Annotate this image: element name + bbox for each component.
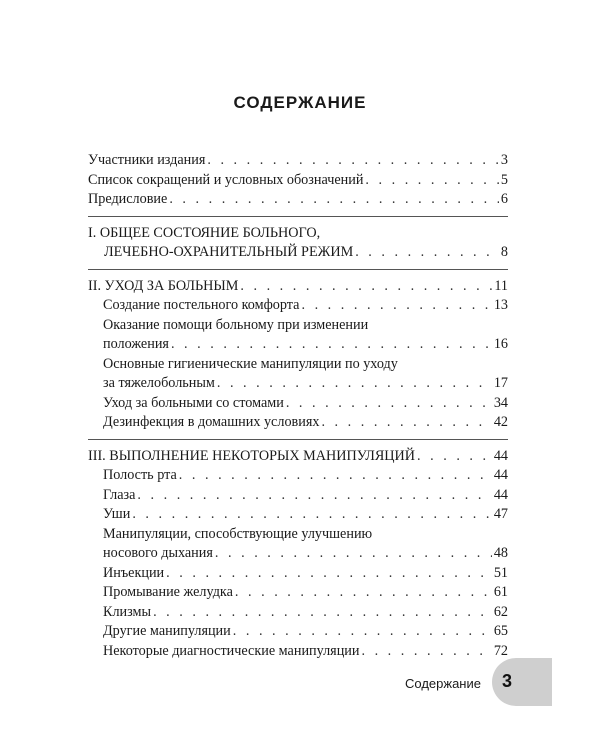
toc-leader bbox=[179, 466, 492, 486]
running-footer-label: Содержание bbox=[405, 676, 481, 691]
toc-entry-bed-comfort[interactable] bbox=[103, 296, 508, 316]
toc-entry-ears[interactable] bbox=[103, 505, 508, 525]
toc-leader bbox=[361, 642, 491, 662]
toc-entry-page: 44 bbox=[493, 447, 508, 464]
toc-entry-title: Глаза bbox=[103, 486, 136, 503]
toc-entry-gastric-lavage[interactable] bbox=[103, 583, 508, 603]
toc-entry-page: 62 bbox=[493, 603, 508, 620]
toc-leader bbox=[417, 447, 492, 467]
toc-entry-page: 13 bbox=[493, 297, 508, 313]
toc-entry-title: Инъекции bbox=[103, 564, 165, 581]
toc-leader bbox=[207, 151, 499, 171]
toc-section-3[interactable] bbox=[88, 447, 508, 467]
toc-entry-page: 48 bbox=[493, 545, 508, 561]
toc-entry-page: 17 bbox=[493, 375, 508, 391]
toc-entry-title: III. ВЫПОЛНЕНИЕ НЕКОТОРЫХ МАНИПУЛЯЦИЙ bbox=[88, 447, 416, 464]
toc-entry-nasal-breathing[interactable] bbox=[103, 525, 508, 564]
toc-entry-title-line1: Манипуляции, способствующие улучшению bbox=[103, 525, 373, 542]
toc-entry-title-line1: Основные гигиенические манипуляции по уходу bbox=[103, 355, 398, 372]
toc-leader bbox=[286, 394, 492, 414]
toc-leader bbox=[240, 277, 492, 297]
toc-entry-diagnostic-procedures[interactable] bbox=[103, 642, 508, 662]
toc-entry-page: 16 bbox=[493, 336, 508, 352]
toc-entry-title: Другие манипуляции bbox=[103, 623, 231, 639]
toc-entry-eyes[interactable] bbox=[103, 486, 508, 506]
toc-section-2[interactable] bbox=[88, 277, 508, 297]
section-divider bbox=[88, 439, 508, 440]
toc-entry-title: Уши bbox=[103, 506, 131, 522]
toc-entry-page: 6 bbox=[500, 191, 508, 207]
toc-leader bbox=[215, 544, 492, 564]
toc-entry-abbreviations[interactable] bbox=[88, 171, 508, 191]
toc-entry-page: 44 bbox=[493, 486, 508, 503]
page-title: СОДЕРЖАНИЕ bbox=[233, 93, 367, 112]
toc-entry-title: Клизмы bbox=[103, 603, 152, 620]
toc-entry-other-procedures[interactable] bbox=[103, 622, 508, 642]
toc-entry-title: Список сокращений и условных обозначений bbox=[88, 171, 364, 188]
toc-leader bbox=[169, 190, 499, 210]
toc-leader bbox=[355, 243, 499, 263]
toc-entry-title: Промывание желудка bbox=[103, 584, 233, 600]
toc-entry-title-line2: ЛЕЧЕБНО-ОХРАНИТЕЛЬНЫЙ РЕЖИМ bbox=[104, 244, 354, 260]
toc-entry-title: Некоторые диагностические манипуляции bbox=[103, 642, 360, 659]
toc-leader bbox=[217, 374, 492, 394]
toc-entry-page: 8 bbox=[500, 244, 508, 260]
toc-entry-title: Создание постельного комфорта bbox=[103, 297, 300, 313]
toc-leader bbox=[321, 413, 491, 433]
toc-entry-title: Уход за больными со стомами bbox=[103, 394, 284, 411]
toc-entry-enemas[interactable] bbox=[103, 603, 508, 623]
table-of-contents bbox=[88, 151, 508, 661]
toc-entry-title-line1: Оказание помощи больному при изменении bbox=[103, 316, 369, 333]
page-number-tab bbox=[492, 658, 552, 706]
toc-leader bbox=[365, 171, 498, 191]
toc-entry-title-line2: носового дыхания bbox=[103, 545, 213, 561]
section-divider bbox=[88, 216, 508, 217]
toc-entry-participants[interactable] bbox=[88, 151, 508, 171]
section-divider bbox=[88, 269, 508, 270]
toc-entry-title: II. УХОД ЗА БОЛЬНЫМ bbox=[88, 277, 239, 294]
toc-entry-page: 72 bbox=[493, 642, 508, 659]
toc-entry-title: Предисловие bbox=[88, 191, 168, 207]
toc-entry-title: Дезинфекция в домашних условиях bbox=[103, 414, 320, 430]
toc-entry-page: 44 bbox=[493, 467, 508, 483]
toc-entry-page: 11 bbox=[494, 277, 508, 294]
toc-entry-title: Полость рта bbox=[103, 467, 177, 483]
toc-entry-page: 65 bbox=[493, 623, 508, 639]
toc-entry-page: 34 bbox=[493, 394, 508, 411]
toc-entry-page: 3 bbox=[500, 152, 508, 168]
toc-entry-disinfection[interactable] bbox=[103, 413, 508, 433]
toc-entry-hygiene[interactable] bbox=[103, 355, 508, 394]
toc-entry-oral-cavity[interactable] bbox=[103, 466, 508, 486]
toc-entry-title: Участники издания bbox=[88, 152, 206, 168]
toc-entry-injections[interactable] bbox=[103, 564, 508, 584]
toc-leader bbox=[171, 335, 492, 355]
toc-leader bbox=[301, 296, 491, 316]
toc-leader bbox=[132, 505, 491, 525]
toc-entry-stoma-care[interactable] bbox=[103, 394, 508, 414]
toc-entry-preface[interactable] bbox=[88, 190, 508, 210]
toc-entry-title-line2: положения bbox=[103, 336, 169, 352]
toc-entry-page: 51 bbox=[493, 564, 508, 581]
toc-leader bbox=[233, 622, 492, 642]
toc-entry-page: 42 bbox=[493, 414, 508, 430]
toc-leader bbox=[166, 564, 492, 584]
toc-leader bbox=[153, 603, 492, 623]
toc-entry-page: 5 bbox=[500, 171, 508, 188]
toc-entry-page: 47 bbox=[493, 506, 508, 522]
toc-entry-page: 61 bbox=[493, 584, 508, 600]
toc-section-1[interactable] bbox=[88, 224, 508, 263]
toc-leader bbox=[137, 486, 491, 506]
toc-entry-position-change[interactable] bbox=[103, 316, 508, 355]
toc-entry-title-line1: I. ОБЩЕЕ СОСТОЯНИЕ БОЛЬНОГО, bbox=[88, 224, 321, 241]
page-number: 3 bbox=[502, 671, 513, 691]
toc-entry-title-line2: за тяжелобольным bbox=[103, 375, 215, 391]
toc-leader bbox=[235, 583, 492, 603]
